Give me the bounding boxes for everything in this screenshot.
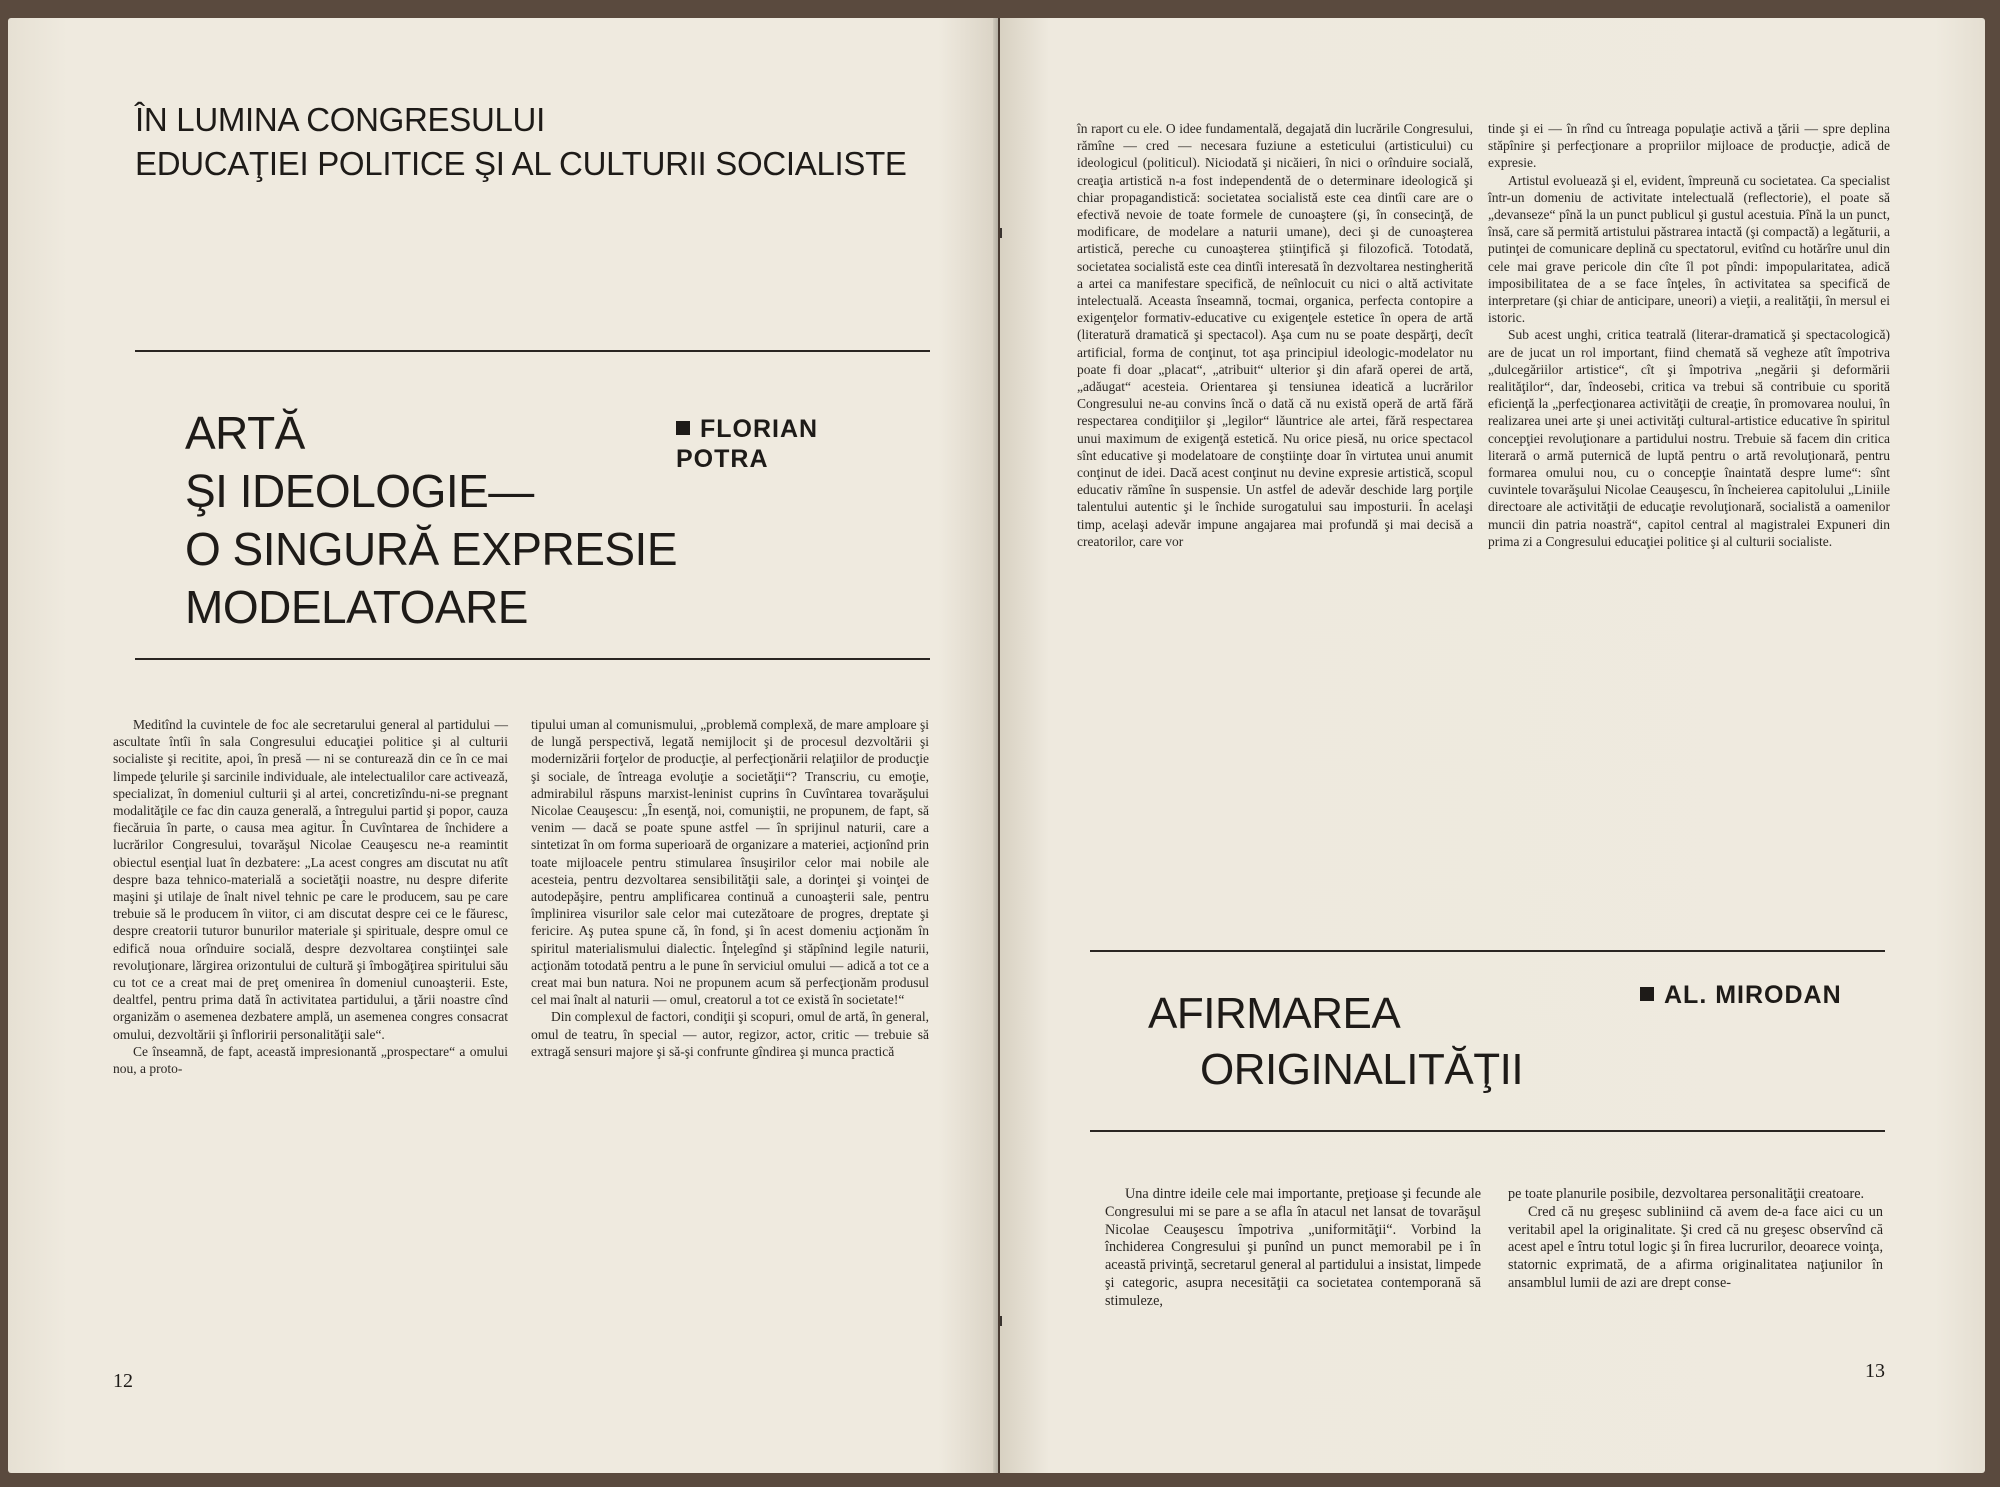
body-column-1 xyxy=(113,716,508,1077)
article-title-line-4: MODELATOARE xyxy=(185,581,528,633)
body-paragraph: Din complexul de factori, condiţii şi scopuri, omul de artă, în general, omul de teatru, în special — autor, regizor, actor, critic — trebuie să extragă sensuri majore şi să-şi confrunte gîndirea şi munca practică xyxy=(531,1009,929,1059)
title-rule xyxy=(135,658,930,660)
body-paragraph: tinde şi ei — în rînd cu întreaga populaţie activă a ţării — spre deplina stăpînire şi perfecţionare a propriilor mijloace de producţie, adică de expresie. xyxy=(1488,121,1890,171)
body-paragraph: Artistul evoluează şi el, evident, împreună cu societatea. Ca specialist într-un domeniu de activitate intelectuală (reflectorie), el poate să „devanseze“ pînă la un punct publicul şi gustul acestuia. Pînă la un punct, însă, care să permită artistului păstrarea intactă (şi compactă) a legăturii, a putinţei de comunicare deplină cu spectatorul, evitînd cu hotărîre unul din cele mai grave pericole din cîte îl pot pîndi: impopularitatea, adică imposibilitatea de a se face înţeles, în activitatea sa specifică de interpretare (şi chiar de anticipare, uneori) a vieţii, a realităţii, în mersul ei istoric. xyxy=(1488,172,1890,326)
section-header xyxy=(135,98,935,186)
section-header-line-1: ÎN LUMINA CONGRESULUI xyxy=(135,101,545,138)
body-paragraph: tipului uman al comunismului, „problemă complexă, de mare amploare şi de lungă perspectivă, legată nemijlocit şi de procesul dezvoltării şi modernizării forţelor de producţie, al perfecţionării relaţiilor de producţie şi sociale, de întreaga evoluţie a societăţii“? Transcriu, cu emoţie, admirabilul răspuns marxist-leninist cuprins în Cuvîntarea tovarăşului Nicolae Ceauşescu: „În esenţă, noi, comuniştii, ne propunem, de fapt, să venim — dacă se poate spune astfel — în sprijinul naturii, care a sintetizat în om forma superioară de organizare a materiei, acţionînd prin toate mijloacele pentru stimularea însuşirilor celor mai nobile ale acesteia, pentru dezvoltarea sensibilităţii sale, a dorinţei şi voinţei de autodepăşire, pentru amplificarea continuă a cunoaşterii sale, pentru împlinirea visurilor sale celor mai cutezătoare de progres, dreptate şi fericire. Aş putea spune că, în fond, şi în acest domeniu acţionăm în spiritul materialismului dialectic. Înţelegînd şi stăpînind legile naturii, acţionăm totodată pentru a le pune în serviciul omului — adică a tot ce a creat mai bun natura. Noi ne propunem acum să perfecţionăm produsul cel mai înalt al naturii — omul, creatorul a tot ce există în societate!“ xyxy=(531,717,929,1008)
author-name: FLORIAN POTRA xyxy=(676,415,819,473)
article-title xyxy=(185,404,677,636)
author-bullet-icon xyxy=(1640,987,1654,1001)
left-page xyxy=(8,18,998,1473)
body-paragraph: Meditînd la cuvintele de foc ale secretarului general al partidului — ascultate întîi în sala Congresului educaţiei politice şi al culturii socialiste şi recitite, apoi, în presă — ni se conturează din ce în ce mai limpede ţelurile şi sarcinile individuale, ale intelectualilor care activează, specializat, în domeniul culturii şi al artei, concretizîndu-ni-se pregnant modalităţile ce fac din cauza generală, a întregului partid şi popor, cauza fiecăruia în parte, o causa mea agitur. În Cuvîntarea de închidere a lucrărilor Congresului, tovarăşul Nicolae Ceauşescu ne-a reamintit obiectul esenţial luat în dezbatere: „La acest congres am discutat nu atît despre baza tehnico-materială a societăţii noastre, nu despre diferite maşini şi utilaje de înalt nivel tehnic pe care le producem, sau pe care trebuie să le producem în viitor, ci am discutat despre cei ce le făuresc, despre creatorii tuturor bunurilor materiale şi spirituale, despre omul ce edifică noua orînduire socială, despre dezvoltarea conştiinţei sale revoluţionare, lărgirea orizontului de cultură şi îmbogăţirea spiritului său cu tot ce a creat mai de preţ omenirea în domeniul cunoaşterii. Este, dealtfel, pentru prima dată în activitatea partidului, a ţării noastre cînd organizăm o asemenea dezbatere amplă, un asemenea congres consacrat omului, dezvoltării şi înfloririi personalităţii sale“. xyxy=(113,717,508,1042)
page-number-left: 12 xyxy=(113,1370,133,1392)
second-article-title-line-2: ORIGINALITĂŢII xyxy=(1200,1045,1524,1094)
article-title-line-3: O SINGURĂ EXPRESIE xyxy=(185,523,678,575)
body-paragraph: în raport cu ele. O idee fundamentală, degajată din lucrările Congresului, rămîne — cred — necesara fuziune a esteticului (artisticului) cu ideologicul (politicul). Niciodată şi nicăieri, în nici o orînduire socială, creaţia artistică n-a fost independentă de o determinare ideologică şi chiar propagandistică: societatea socialistă este cea dintîi care are o efectivă nevoie de toate formele de cunoaştere (şi, în consecinţă, de modificare, de modelare a naturii umane), deci şi de cunoaşterea artistică, pereche cu cunoaşterea ştiinţifică şi filozofică. Totodată, societatea socialistă este cea dintîi interesată în dezvoltarea nestingherită a artei ca manifestare specifică, de neînlocuit cu nici o altă activitate intelectuală. Aceasta înseamnă, tocmai, organica, perfecta contopire a exigenţelor formativ-educative cu exigenţele estetice în opera de artă (literatură dramatică şi spectacol). Aşa cum nu se poate despărţi, decît artificial, forma de conţinut, tot aşa principiul ideologic-modelator nu poate fi doar „placat“, „atribuit“ ulterior şi din afară operei de artă, „adăugat“ acesteia. Orientarea şi tensiunea ideatică a lucrărilor Congresului ne-au convins încă o dată că nu există operă de artă fără respectarea condiţiilor şi „legilor“ lăuntrice ale artei, fără respectarea unui maximum de exigenţă estetică. Nu orice piesă, nu orice spectacol sînt educative şi modelatoare de conştiinţe doar în virtutea unui anumit conţinut de idei. Dacă acest conţinut nu devine expresie artistică, scopul educativ rămîne în suspensie. Un astfel de adevăr deschide larg porţile talentului autentic şi le închide surogatului sau imposturii. În acelaşi timp, acelaşi adevăr impune angajarea mai profundă şi mai decisă a creatorilor, care vor xyxy=(1077,121,1473,549)
article-author xyxy=(676,414,876,474)
header-rule xyxy=(135,350,930,352)
body-column-2 xyxy=(531,716,929,1060)
binding-mark xyxy=(1000,1316,1002,1326)
right-page xyxy=(1000,18,1985,1473)
body-paragraph: pe toate planurile posibile, dezvoltarea personalităţii creatoare. xyxy=(1508,1186,1865,1202)
body-paragraph: Sub acest unghi, critica teatrală (literar-dramatică şi spectacologică) are de jucat un rol important, fiind chemată să vegheze atît împotriva „dulcegăriilor artistice“, cît şi împotriva „negării şi deformării realităţilor“, dar, îndeosebi, critica va trebui să contribuie cu sporită eficienţă la „perfecţionarea activităţii de creaţie, în promovarea noului, în realizarea unei arte şi unei activităţi cultural-artistice educative în spiritul concepţiei revoluţionare a partidului nostru. Trebuie să facem din critica literară o armă puternică de luptă pentru o artă revoluţionară, pentru formarea omului nou, cu o concepţie înaintată despre lume“: sînt cuvintele tovarăşului Nicolae Ceauşescu, în încheierea capitolului „Liniile directoare ale activităţii de educaţie revoluţionară, socialistă a oamenilor muncii din patria noastră“, capitol central al magistralei Expuneri din prima zi a Congresului educaţiei politice şi al culturii socialiste. xyxy=(1488,327,1890,549)
second-article-bottom-rule xyxy=(1090,1130,1885,1132)
binding-mark xyxy=(1000,228,1002,238)
article-title-line-1: ARTĂ xyxy=(185,407,305,459)
author-name: AL. MIRODAN xyxy=(1664,981,1842,1009)
body-paragraph: Una dintre ideile cele mai importante, preţioase şi fecunde ale Congresului mi se pare a se afla în atacul net lansat de tovarăşul Nicolae Ceauşescu împotriva „uniformităţii“. Vorbind la închiderea Congresului şi punînd un punct memorabil pe i în această privinţă, secretarul general al partidului a insistat, limpede şi categoric, asupra necesităţii ca societatea contemporană să stimuleze, xyxy=(1105,1186,1481,1309)
body-column-6 xyxy=(1508,1186,1883,1293)
body-paragraph: Ce înseamnă, de fapt, această impresionantă „prospectare“ a omului nou, a proto- xyxy=(113,1043,508,1077)
body-column-5 xyxy=(1105,1186,1481,1311)
body-paragraph: Cred că nu greşesc subliniind că avem de-a face aici cu un veritabil apel la originalitate. Şi cred că nu greşesc observînd că acest apel e întru totul logic şi în firea lucrurilor, deoarece voinţa, statornic exprimată, de a afirma originalitatea naţiunilor în ansamblul lumii de azi are drept conse- xyxy=(1508,1203,1883,1291)
article-title-line-2: ŞI IDEOLOGIE— xyxy=(185,465,534,517)
second-article-author xyxy=(1640,980,1900,1010)
second-article-top-rule xyxy=(1090,950,1885,952)
page-number-right: 13 xyxy=(1865,1360,1885,1382)
section-header-line-2: EDUCAŢIEI POLITICE ŞI AL CULTURII SOCIALISTE xyxy=(135,145,907,182)
second-article-title xyxy=(1148,986,1523,1098)
body-column-3 xyxy=(1077,120,1473,550)
body-column-4 xyxy=(1488,120,1890,550)
second-article-title-line-1: AFIRMAREA xyxy=(1148,989,1401,1038)
author-bullet-icon xyxy=(676,421,690,435)
